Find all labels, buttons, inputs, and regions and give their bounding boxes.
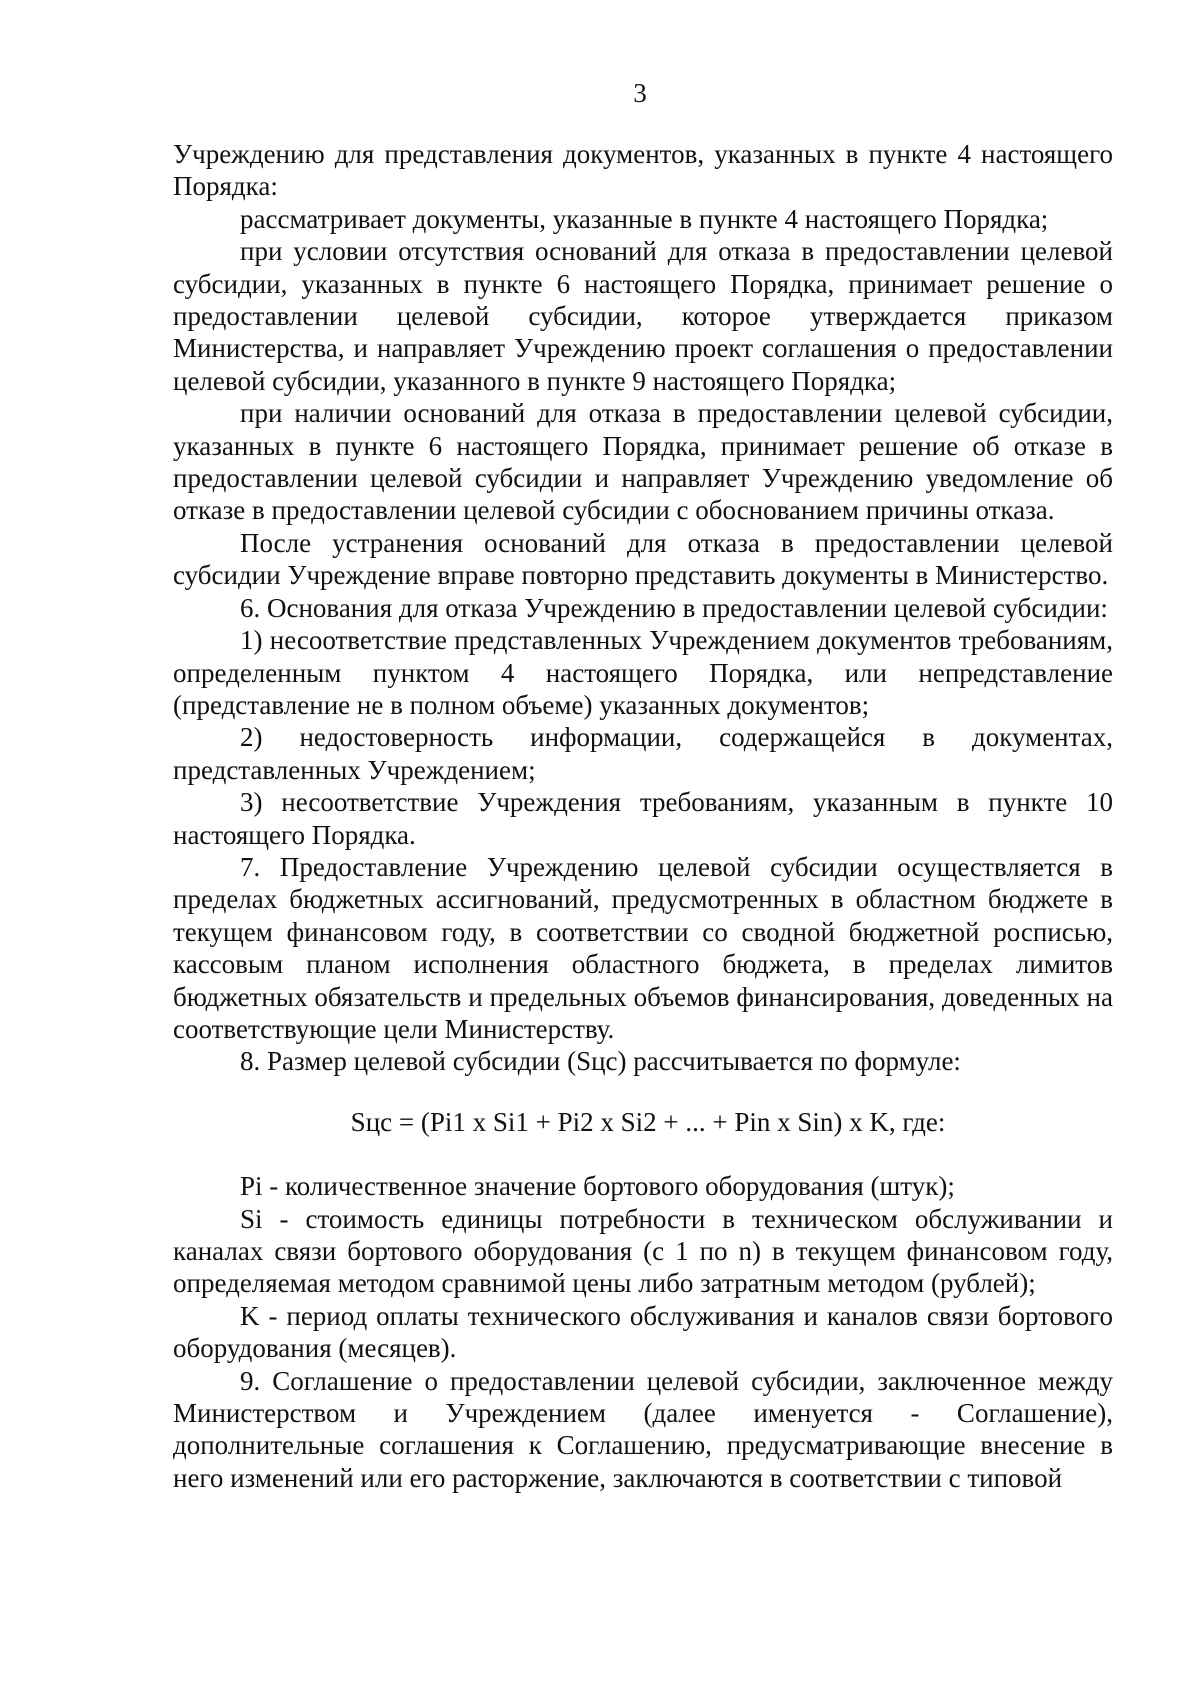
paragraph-refusal-decision: при наличии оснований для отказа в предоставлении целевой субсидии, указанных в пункте 6 настоящего Порядка, принимает решение об отказе в предоставлении целевой субсидии и направляет Учреждению уведомление об отказе в предоставлении целевой субсидии с обоснованием причины отказа. [173, 398, 1113, 526]
paragraph-section-7: 7. Предоставление Учреждению целевой субсидии осуществляется в пределах бюджетных ассигнований, предусмотренных в областном бюджете в текущем финансовом году, в соответствии со сводной бюджетной росписью, кассовым планом исполнения областного бюджета, в пределах лимитов бюджетных обязательств и предельных объемов финансирования, доведенных на соответствующие цели Министерству. [173, 851, 1113, 1044]
definition-pi: Pi - количественное значение бортового оборудования (штук); [240, 1171, 955, 1202]
paragraph-resubmission: После устранения оснований для отказа в предоставлении целевой субсидии Учреждение вправе повторно представить документы в Министерство. [173, 527, 1113, 591]
subsidy-formula: Sцс = (Pi1 x Si1 + Pi2 x Si2 + ... + Pin x Sin) x K, где: [350, 1106, 946, 1137]
paragraph-review-documents: рассматривает документы, указанные в пункте 4 настоящего Порядка; [240, 203, 1049, 234]
definition-k: K - период оплаты технического обслуживания и каналов связи бортового оборудования (месяцев). [173, 1300, 1113, 1364]
paragraph-intro: Учреждению для представления документов, указанных в пункте 4 настоящего Порядка: [173, 139, 1113, 202]
paragraph-section-9: 9. Соглашение о предоставлении целевой субсидии, заключенное между Министерством и Учреждением (далее именуется - Соглашение), дополнительные соглашения к Соглашению, предусматривающие внесение в него изменений или его расторжение, заключаются в соответствии с типовой [173, 1365, 1113, 1493]
paragraph-item-1: 1) несоответствие представленных Учреждением документов требованиям, определенным пунктом 4 настоящего Порядка, или непредставление (представление не в полном объеме) указанных документов; [173, 625, 1113, 720]
paragraph-section-6: 6. Основания для отказа Учреждению в предоставлении целевой субсидии: [240, 592, 1108, 623]
paragraph-item-2: 2) недостоверность информации, содержащейся в документах, представленных Учреждением; [173, 722, 1113, 785]
definition-si: Si - стоимость единицы потребности в техническом обслуживании и каналах связи бортового оборудования (с 1 по n) в текущем финансовом году, определяемая методом сравнимой цены либо затратным методом (рублей); [173, 1203, 1113, 1299]
paragraph-section-8: 8. Размер целевой субсидии (Sцс) рассчитывается по формуле: [240, 1046, 961, 1077]
page-number: 3 [633, 78, 647, 108]
paragraph-item-3: 3) несоответствие Учреждения требованиям, указанным в пункте 10 настоящего Порядка. [173, 787, 1113, 850]
paragraph-approval-decision: при условии отсутствия оснований для отказа в предоставлении целевой субсидии, указанных в пункте 6 настоящего Порядка, принимает решение о предоставлении целевой субсидии, которое утверждается приказом Министерства, и направляет Учреждению проект соглашения о предоставлении целевой субсидии, указанного в пункте 9 настоящего Порядка; [173, 236, 1113, 396]
document-body [173, 138, 1113, 1494]
